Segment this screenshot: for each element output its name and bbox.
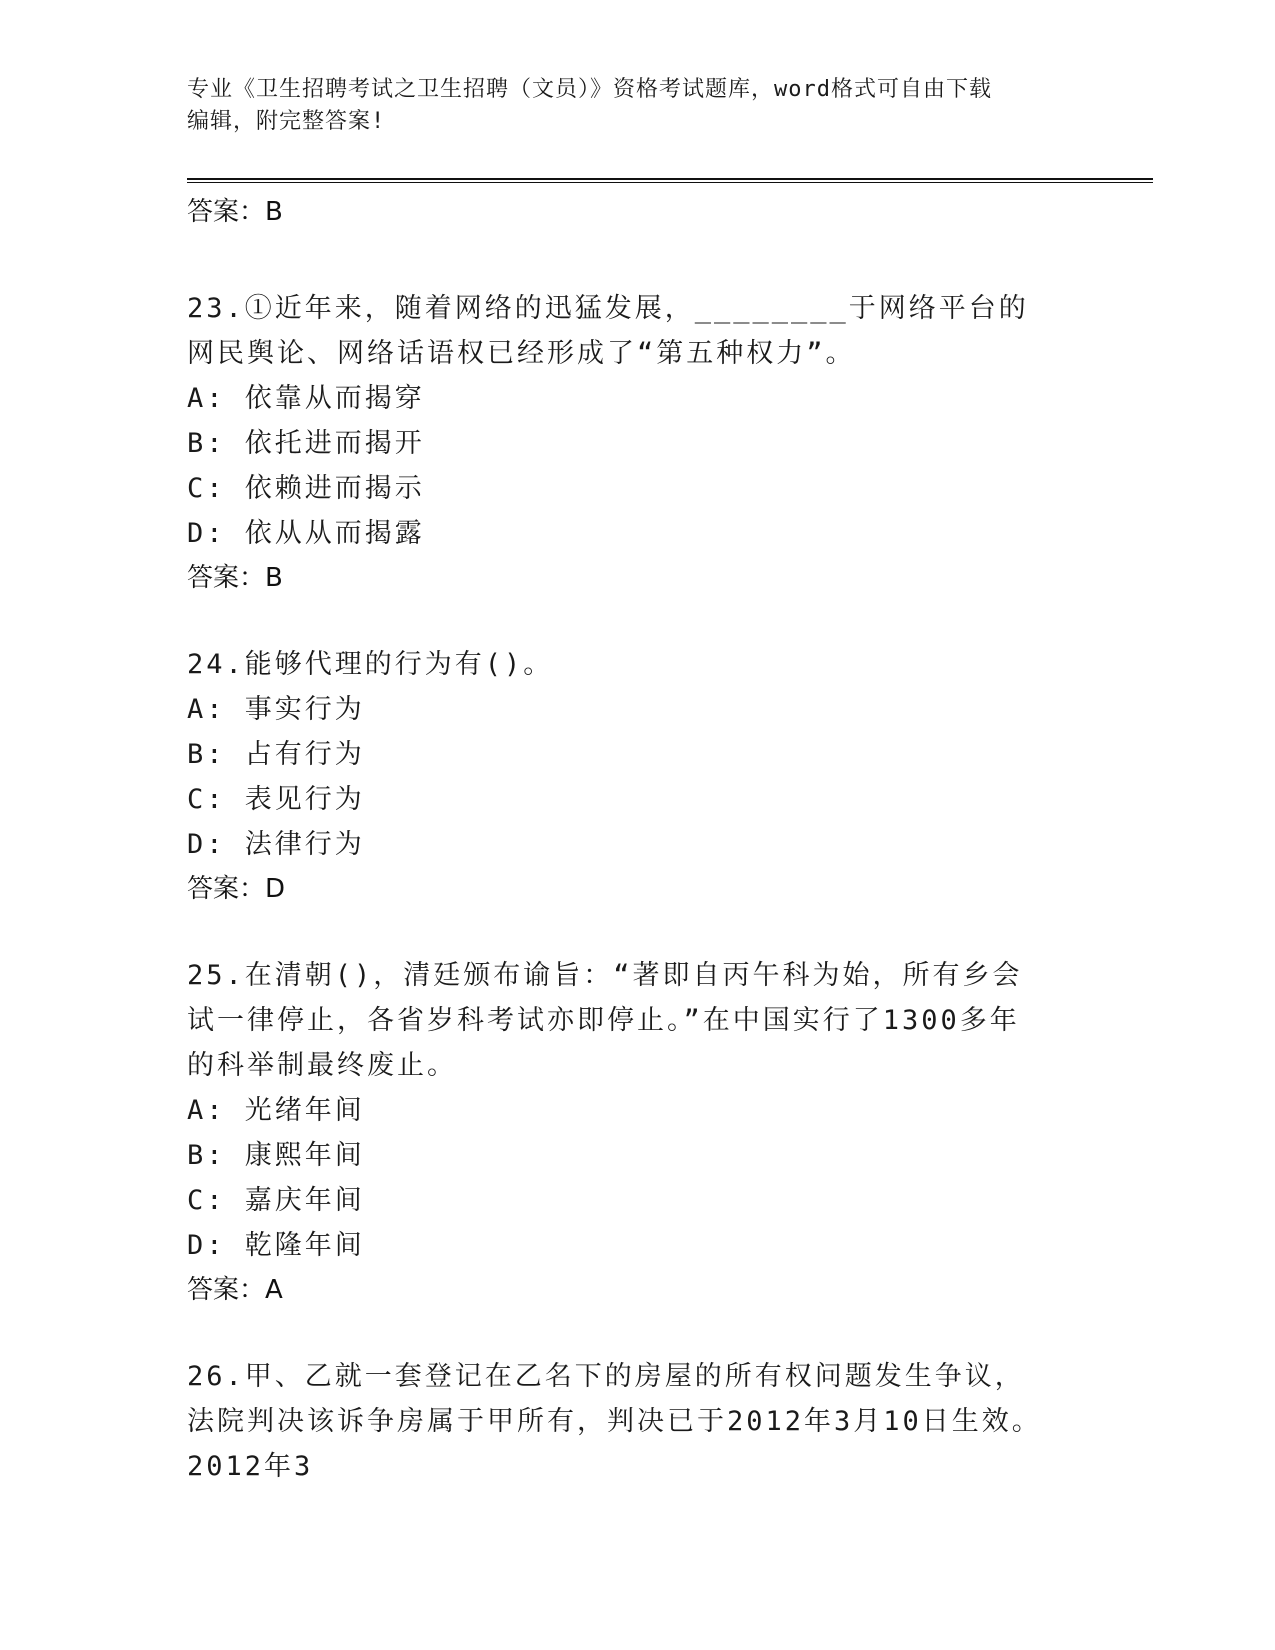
document-header — [187, 74, 1067, 138]
header-divider — [187, 178, 1153, 180]
option-c: C: 嘉庆年间 — [187, 1185, 365, 1216]
answer-value: B — [265, 197, 283, 227]
answer-line: 答案：B — [187, 197, 283, 227]
question-stem: 24.能够代理的行为有()。 — [187, 649, 554, 680]
question-24 — [187, 642, 1087, 911]
question-25 — [187, 953, 1087, 1312]
question-stem: 26.甲、乙就一套登记在乙名下的房屋的所有权问题发生争议，法院判决该诉争房属于甲所有，判决已于2012年3月10日生效。2012年3 — [187, 1361, 1042, 1482]
question-26 — [187, 1354, 1087, 1489]
option-a: A: 事实行为 — [187, 694, 365, 725]
header-divider-thin — [187, 182, 1153, 183]
option-b: B: 康熙年间 — [187, 1140, 365, 1171]
answer-value: A — [265, 1275, 283, 1305]
option-b: B: 依托进而揭开 — [187, 428, 425, 459]
option-d: D: 乾隆年间 — [187, 1230, 365, 1261]
header-line-2: 编辑，附完整答案! — [187, 109, 386, 134]
answer-value: D — [265, 874, 286, 904]
question-stem: 23.①近年来，随着网络的迅猛发展，________于网络平台的网民舆论、网络话语权已经形成了“第五种权力”。 — [187, 293, 1029, 369]
option-c: C: 表见行为 — [187, 784, 365, 815]
header-line-1: 专业《卫生招聘考试之卫生招聘（文员）》资格考试题库，word格式可自由下载 — [187, 77, 992, 102]
answer-line: 答案：B — [187, 563, 283, 593]
option-b: B: 占有行为 — [187, 739, 365, 770]
answer-value: B — [265, 563, 283, 593]
option-d: D: 法律行为 — [187, 829, 365, 860]
question-23 — [187, 286, 1087, 600]
question-list — [187, 190, 1087, 1489]
answer-line: 答案：A — [187, 1275, 283, 1305]
question-stem: 25.在清朝()，清廷颁布谕旨：“著即自丙午科为始，所有乡会试一律停止，各省岁科考试亦即停止。”在中国实行了1300多年的科举制最终废止。 — [187, 960, 1023, 1081]
option-d: D: 依从从而揭露 — [187, 518, 425, 549]
answer-line: 答案：D — [187, 874, 286, 904]
option-a: A: 依靠从而揭穿 — [187, 383, 425, 414]
option-c: C: 依赖进而揭示 — [187, 473, 425, 504]
option-a: A: 光绪年间 — [187, 1095, 365, 1126]
